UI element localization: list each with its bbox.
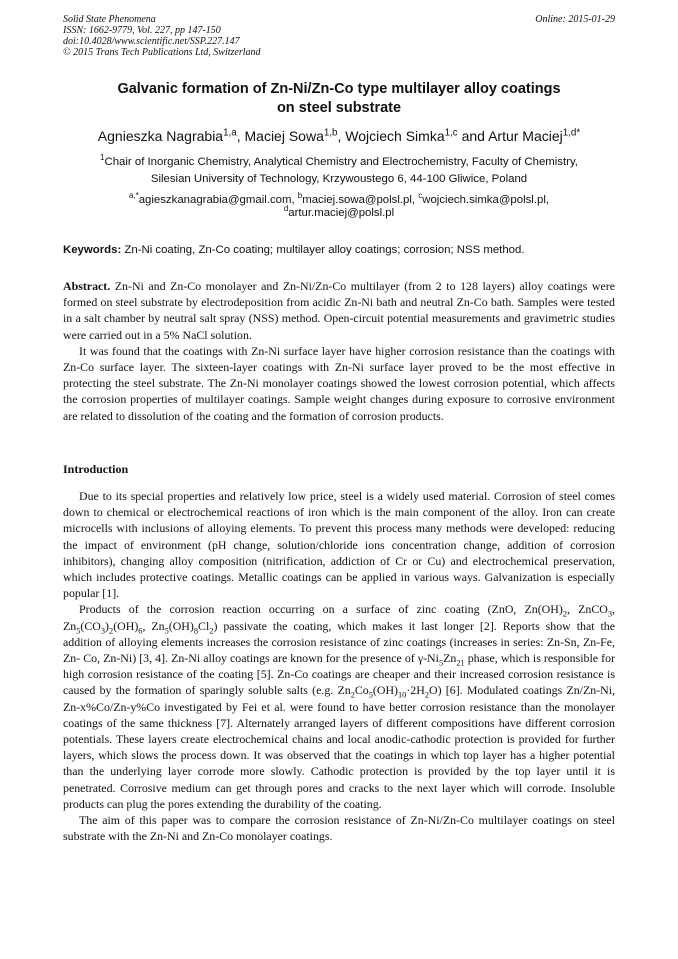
subscript: 2 (209, 626, 214, 635)
intro-text: (OH) (372, 683, 399, 698)
subscript: 5 (438, 658, 444, 668)
intro-text: (CO (80, 618, 101, 633)
author-name: Artur Maciej (488, 128, 563, 144)
intro-text: ·2H (406, 683, 425, 698)
subscript: 6 (138, 626, 143, 635)
author-name: Wojciech Simka (345, 128, 445, 144)
section-heading-introduction: Introduction (63, 462, 129, 476)
author-name: Agnieszka Nagrabia (97, 128, 224, 144)
issn-line: ISSN: 1662-9779, Vol. 227, pp 147-150 (63, 25, 221, 36)
intro-paragraph-1: Due to its special properties and relatively low price, steel is a widely used material. Corrosion of steel comes down to chemical or electrochemical reactions of iron which is the main component of the alloy. Iron can create microcells with inclusions of alloying elements. To prevent this process many methods were developed: reducing the impact of environment (pH change, solution/chloride ions concentration change, addition of corrosion inhibitors), changing alloy composition (nitrification, addiction of Cr or Cu) and electrochemical preservation, which includes protective coatings. Metallic coatings can be applied in various ways. Galvanization is especially popular [1]. (63, 489, 615, 601)
email-mark: d (283, 204, 289, 214)
email-mark: c (418, 191, 423, 201)
author-name: Maciej Sowa (244, 128, 324, 144)
author-separator: , (337, 128, 346, 144)
subscript: 2 (562, 609, 567, 619)
author-affil-mark: 1,a (223, 127, 237, 139)
affiliation-line-2: Silesian University of Technology, Krzywoustego 6, 44-100 Gliwice, Poland (150, 173, 528, 185)
subscript: 5 (368, 690, 373, 700)
author-separator: and (457, 128, 489, 144)
abstract-paragraph-1 (63, 278, 615, 343)
author-affil-mark: 1,b (323, 127, 338, 139)
intro-paragraph-2 (63, 601, 615, 812)
copyright-line: © 2015 Trans Tech Publications Ltd, Switzerland (63, 47, 261, 58)
intro-text: O) [6]. Modulated coatings Zn/Zn-Ni, Zn-x%Co/Zn-y%Co investigated by Fei et al. were found to have better corrosion resistance than the monolayer coatings of the same thickness [7]. Alternately arranged layers of different compositions have different corrosion potentials. These layers create electrochemical chains and local anodic-cathodic protection is provided for further layers, which slows the process down. It was observed that the coatings in which top layer has a higher potential than the underlying layer corrode more slowly. Cathodic protection is provided by the top layer until it is penetrated. Corrosive medium can get through pores and cracks to the next layer which will corrode. Insoluble products can plug the pores extending the durability of the coating. (63, 683, 615, 811)
introduction-section (63, 488, 615, 844)
affiliation-text: Chair of Inorganic Chemistry, Analytical Chemistry and Electrochemistry, Faculty of Chemistry, (104, 156, 578, 168)
intro-text: Zn (443, 651, 457, 666)
abstract-section (63, 278, 615, 424)
subscript: 2 (350, 690, 355, 700)
subscript: 3 (100, 626, 106, 635)
subscript: 3 (607, 609, 613, 619)
intro-text: ) (105, 618, 110, 633)
subscript: 5 (76, 626, 81, 635)
intro-text: Co (354, 683, 369, 698)
author-separator: , (236, 128, 245, 144)
title-line-1: Galvanic formation of Zn-Ni/Zn-Co type multilayer alloy coatings (117, 81, 561, 97)
email-address[interactable]: agieszkanagrabia@gmail.com, (138, 194, 298, 206)
intro-text: Cl (198, 618, 210, 633)
email-line-2 (63, 204, 615, 220)
intro-text: phase, which is responsible for high corrosion resistance of the coating [5]. Zn-Co coatings are cheaper and their increased corrosion resistance is caused by the formation of sparingly soluble salts (e.g. Zn (63, 651, 616, 698)
abstract-label: Abstract. (63, 279, 111, 293)
author-affil-mark: 1,d* (562, 127, 581, 139)
abstract-paragraph-2: It was found that the coatings with Zn-Ni surface layer have higher corrosion resistance than the coatings with Zn-Co surface layer. The sixteen-layer coatings with Zn-Ni surface layer proved to be the most effective in protecting the steel substrate. The Zn-Ni monolayer coatings showed the lowest corrosion potential, which affects the corrosion properties of multilayer coatings. Sample weight changes during exposure to corrosive environment are related to dissolution of the coating and the formation of corrosion products. (63, 343, 615, 423)
intro-text: , Zn (63, 602, 615, 633)
intro-text: (OH) (113, 618, 139, 633)
email-address[interactable]: wojciech.simka@polsl.pl, (422, 194, 550, 206)
title-line-2: on steel substrate (276, 100, 402, 116)
journal-header (63, 14, 615, 58)
author-affil-mark: 1,c (444, 127, 458, 139)
intro-text: (OH) (168, 618, 194, 633)
email-address[interactable]: maciej.sowa@polsl.pl, (302, 194, 419, 206)
author-list (63, 127, 615, 145)
email-line-1 (63, 191, 615, 207)
subscript: 21 (456, 658, 465, 668)
subscript: 2 (424, 690, 430, 700)
intro-text: , ZnCO (567, 602, 608, 617)
subscript: 5 (164, 626, 169, 635)
keywords-text: Zn-Ni coating, Zn-Co coating; multilayer alloy coatings; corrosion; NSS method. (121, 244, 525, 256)
paper-title (63, 80, 615, 118)
intro-text: Products of the corrosion reaction occurring on a surface of zinc coating (ZnO, Zn(OH) (79, 602, 563, 617)
email-address[interactable]: artur.maciej@polsl.pl (288, 207, 395, 219)
journal-name: Solid State Phenomena (63, 14, 156, 25)
subscript: 10 (398, 690, 407, 700)
subscript: 2 (109, 626, 114, 635)
email-mark: b (297, 191, 303, 201)
keywords (63, 243, 615, 257)
doi-line: doi:10.4028/www.scientific.net/SSP.227.147 (63, 36, 240, 47)
intro-text: , Zn (142, 618, 165, 633)
subscript: 8 (193, 626, 199, 635)
email-mark: a,* (128, 191, 139, 201)
affiliation (63, 154, 615, 188)
email-list (63, 191, 615, 220)
online-date: Online: 2015-01-29 (535, 14, 615, 25)
keywords-label: Keywords: (63, 244, 122, 256)
abstract-text: Zn-Ni and Zn-Co monolayer and Zn-Ni/Zn-Co multilayer (from 2 to 128 layers) alloy coatings were formed on steel substrate by electrodeposition from acidic Zn-Ni bath and neutral Zn-Co bath. Samples were tested in a salt chamber by neutral salt spray (NSS) method. Open-circuit potential measurements and gravimetric studies were carried out in a 5% NaCl solution. (63, 279, 615, 342)
affiliation-line-1 (63, 154, 615, 171)
intro-paragraph-3: The aim of this paper was to compare the corrosion resistance of Zn-Ni/Zn-Co multilayer coatings on steel substrate with the Zn-Ni and Zn-Co monolayer coatings. (63, 813, 615, 844)
intro-text: ) passivate the coating, which makes it last longer [2]. Reports show that the addition of alloying elements increases the corrosion resistance of zinc coatings (increases in series: Zn-Sn, Zn-Fe, Zn- Co, Zn-Ni) [3, 4]. Zn-Ni alloy coatings are known for the presence of γ-Ni (63, 618, 615, 666)
affiliation-mark: 1 (100, 153, 105, 163)
